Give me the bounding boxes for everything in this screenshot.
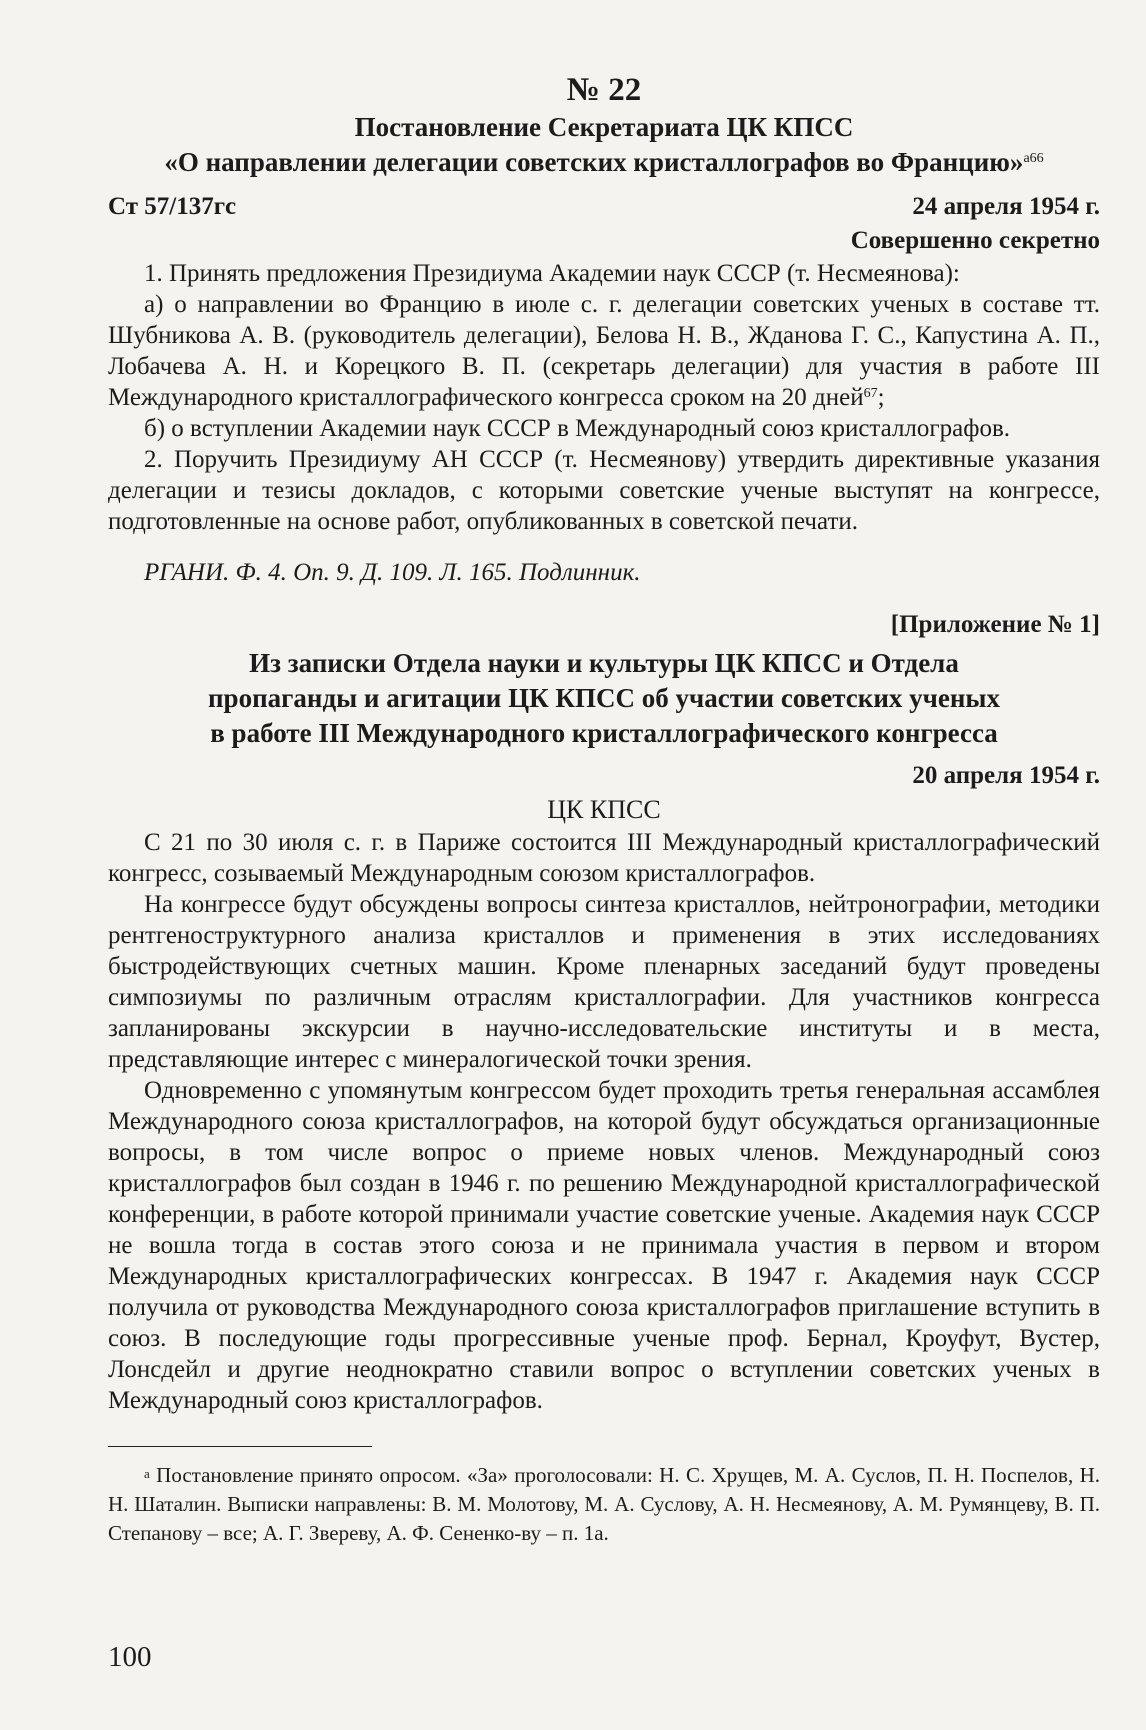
footnote-ref-a66: а66 [1023, 151, 1044, 166]
appendix-title-line-2: пропаганды и агитации ЦК КПСС об участии советских ученых [208, 683, 1000, 713]
appendix-paragraph-1: С 21 по 30 июля с. г. в Париже состоится III Международный кристаллографический конгресс, созываемый Международным союзом кристаллографов. [108, 829, 1100, 887]
footnote-marker: а [144, 1466, 150, 1481]
appendix-paragraph-3: Одновременно с упомянутым конгрессом будет проходить третья генеральная ассамблея Международного союза кристаллографов, на которой будут обсуждаться организационные вопросы, в том числе вопрос о приеме новых членов. Международный союз кристаллографов был создан в 1946 г. по решению Международной кристаллографической конференции, в работе которой принимали участие советские ученые. Академия наук СССР не вошла тогда в состав этого союза и не принимала участия в первом и втором Международных кристаллографических конгрессах. В 1947 г. Академия наук СССР получила от руководства Международного союза кристаллографов приглашение вступить в союз. В последующие годы прогрессивные ученые проф. Бернал, Кроуфут, Вустер, Лонсдейл и другие неоднократно ставили вопрос о вступлении советских ученых в Международный союз кристаллографов. [108, 1077, 1100, 1414]
document-meta [108, 190, 1100, 224]
resolution-item-2: 2. Поручить Президиуму АН СССР (т. Несмеянову) утвердить директивные указания делегации и тезисы докладов, с которыми советские ученые выступят на конгрессе, подготовленные на основе работ, опубликованных в советской печати. [108, 446, 1100, 535]
resolution-item-1a-text: а) о направлении во Францию в июле с. г. делегации советских ученых в составе тт. Шубникова А. В. (руководитель делегации), Белова Н. В., Жданова Г. С., Капустина А. П., Лобачева А. Н. и Корецкого В. П. (секретарь делегации) для участия в работе III Международного кристаллографического конгресса сроком на 20 дней [108, 291, 1100, 411]
page-content [108, 70, 1100, 1548]
document-date: 24 апреля 1954 г. [912, 193, 1100, 220]
archive-source: РГАНИ. Ф. 4. Оп. 9. Д. 109. Л. 165. Подлинник. [144, 559, 641, 586]
appendix-title-line-1: Из записки Отдела науки и культуры ЦК КПСС и Отдела [249, 648, 959, 678]
appendix-label: [Приложение № 1] [890, 611, 1100, 638]
page-number: 100 [108, 1641, 152, 1673]
appendix-paragraph-2: На конгрессе будут обсуждены вопросы синтеза кристаллов, нейтронографии, методики рентгеноструктурного анализа кристаллов и применения в этих исследованиях быстродействующих счетных машин. Кроме пленарных заседаний будут проведены симпозиумы по различным отраслям кристаллографии. Для участников конгресса запланированы экскурсии в научно-исследовательские институты и в места, представляющие интерес с минералогической точки зрения. [108, 891, 1100, 1073]
document-title-line-2 [108, 145, 1100, 180]
resolution-item-1: 1. Принять предложения Президиума Академии наук СССР (т. Несмеянова): [144, 260, 960, 287]
document-title-text: «О направлении делегации советских кристаллографов во Францию» [164, 147, 1024, 177]
footnote-ref-67: 67 [863, 386, 878, 401]
resolution-item-1a [108, 289, 1100, 413]
classification-stamp: Совершенно секретно [850, 227, 1100, 254]
document-title-line-1: Постановление Секретариата ЦК КПСС [354, 112, 854, 142]
appendix-title-line-3: в работе III Международного кристаллографического конгресса [210, 718, 998, 748]
protocol-number: Ст 57/137гс [108, 193, 237, 220]
resolution-item-1b: б) о вступлении Академии наук СССР в Международный союз кристаллографов. [144, 415, 1011, 442]
footnote-text: Постановление принято опросом. «За» проголосовали: Н. С. Хрущев, М. А. Суслов, П. Н. Поспелов, Н. Н. Шаталин. Выписки направлены: В. М. Молотову, М. А. Суслову, А. Н. Несмеянову, А. М. Румянцеву, В. П. Степанову – все; А. Г. Звереву, А. Ф. Сененко-ву – п. 1а. [108, 1463, 1100, 1545]
document-number: № 22 [566, 72, 642, 108]
footnote-a [108, 1461, 1100, 1548]
appendix-addressee: ЦК КПСС [547, 795, 661, 824]
footnote-divider [108, 1446, 372, 1447]
appendix-date: 20 апреля 1954 г. [912, 762, 1100, 789]
resolution-item-1a-end: ; [877, 384, 885, 411]
